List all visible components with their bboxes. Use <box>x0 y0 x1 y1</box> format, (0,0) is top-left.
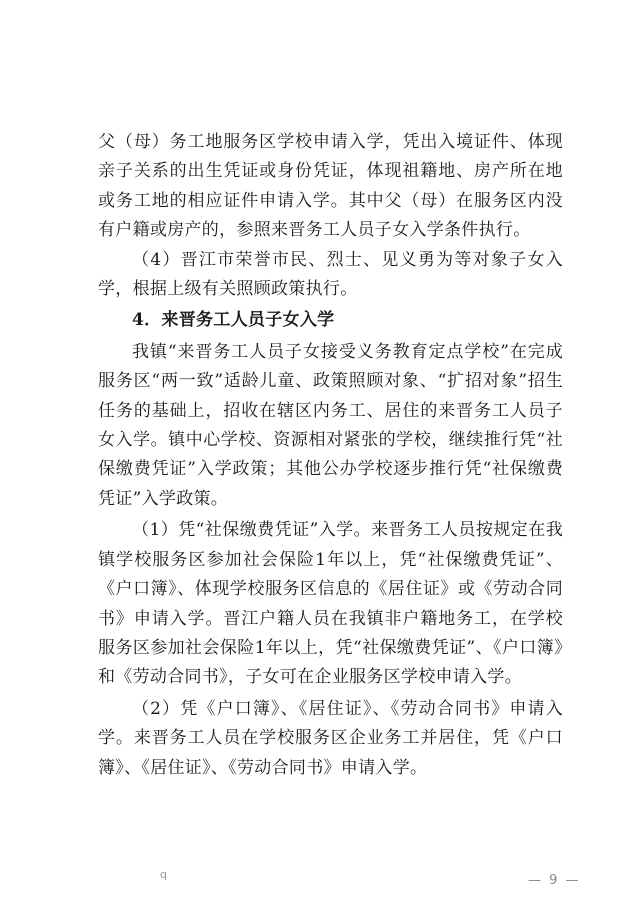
paragraph-continuation: 父（母）务工地服务区学校申请入学，凭出入境证件、体现亲子关系的出生凭证或身份凭证，体现祖籍地、房产所在地或务工地的相应证件申请入学。其中父（母）在服务区内没有户籍或房产的，参照来晋务工人员子女入学条件执行。 <box>98 132 563 241</box>
section-heading-migrant-children: 4．来晋务工人员子女入学 <box>132 310 335 331</box>
document-body <box>98 128 563 783</box>
page-number: — 9 — <box>528 873 581 888</box>
scan-mark: q <box>160 868 167 881</box>
paragraph-designated-schools: 我镇“来晋务工人员子女接受义务教育定点学校”在完成服务区“两一致”适龄儿童、政策照顾对象、“扩招对象”招生任务的基础上，招收在辖区内务工、居住的来晋务工人员子女入学。镇中心学校、资源相对紧张的学校，继续推行凭“社保缴费凭证”入学政策；其他公办学校逐步推行凭“社保缴费凭证”入学政策。 <box>98 341 563 509</box>
paragraph-honorary-citizens: （4）晋江市荣誉市民、烈士、见义勇为等对象子女入学，根据上级有关照顾政策执行。 <box>98 249 563 300</box>
paragraph-social-insurance: （1）凭“社保缴费凭证”入学。来晋务工人员按规定在我镇学校服务区参加社会保险1年以上，凭“社保缴费凭证”、《户口簿》、体现学校服务区信息的《居住证》或《劳动合同书》申请入学。晋江户籍人员在我镇非户籍地务工，在学校服务区参加社会保险1年以上，凭“社保缴费凭证”、《户口簿》和《劳动合同书》，子女可在企业服务区学校申请入学。 <box>98 520 563 688</box>
paragraph-household-register: （2）凭《户口簿》、《居住证》、《劳动合同书》申请入学。来晋务工人员在学校服务区企业务工并居住，凭《户口簿》、《居住证》、《劳动合同书》申请入学。 <box>98 698 563 778</box>
